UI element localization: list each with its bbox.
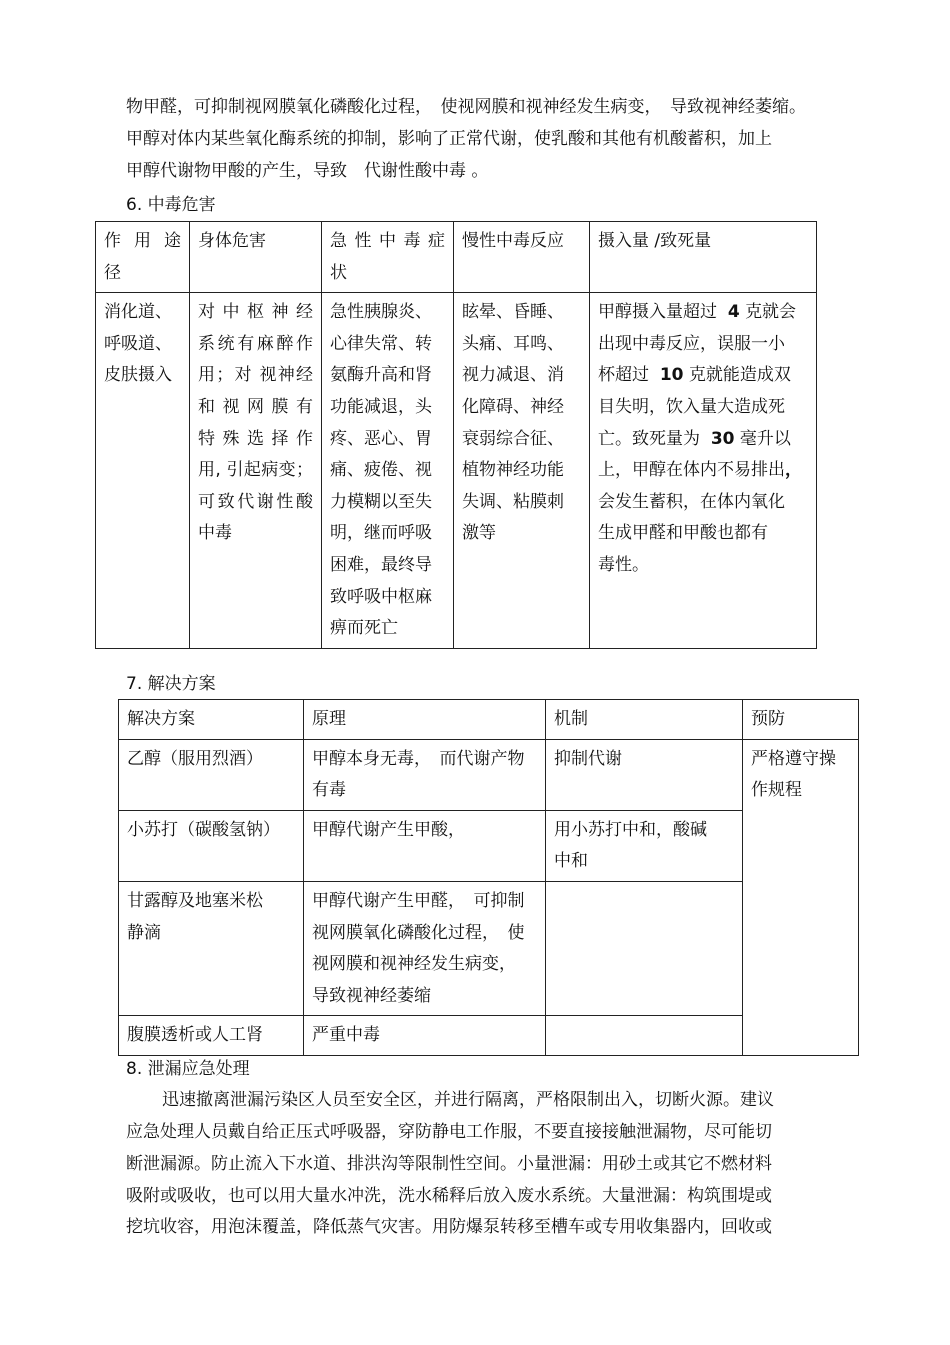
header-acute: 急 性 中 毒 症 状: [322, 222, 454, 293]
header-body-harm: 身体危害: [190, 222, 322, 293]
cell-dose: 甲醇摄入量超过 4 克就会 出现中毒反应，误服一小 杯超过 10 克就能造成双 目失明，饮入量大造成死 亡。致死量为 30 毫升以 上，甲醇在体内不易排出， 会发生蓄积，在体内氧化 生成甲醛和甲酸也都有 毒性。: [590, 293, 817, 649]
dose-number: 30: [710, 428, 735, 449]
intro-line: 甲醇对体内某些氧化酶系统的抑制，影响了正常代谢，使乳酸和其他有机酸蓄积，加上: [126, 129, 772, 149]
solution-table: [118, 699, 859, 1056]
cell-principle: 甲醇代谢产生甲酸，: [304, 810, 546, 881]
cell-principle: 甲醇本身无毒， 而代谢产物 有毒: [304, 739, 546, 810]
table-header-row: [96, 222, 817, 293]
cell-mechanism: [546, 1016, 743, 1056]
cell-principle: 严重中毒: [304, 1016, 546, 1056]
dose-number: 4: [727, 302, 740, 323]
cell-plan: 甘露醇及地塞米松 静滴: [119, 881, 304, 1015]
paragraph-line: 断泄漏源。防止流入下水道、排洪沟等限制性空间。小量泄漏：用砂土或其它不燃材料: [126, 1154, 772, 1174]
cell-prevention: 严格遵守操 作规程: [743, 739, 859, 1055]
dose-number: 10: [659, 365, 684, 386]
cell-principle: 甲醇代谢产生甲醛， 可抑制 视网膜氧化磷酸化过程， 使 视网膜和视神经发生病变， 导致视神经萎缩: [304, 881, 546, 1015]
paragraph-line: 应急处理人员戴自给正压式呼吸器，穿防静电工作服，不要直接接触泄漏物，尽可能切: [126, 1122, 772, 1142]
cell-chronic: 眩晕、昏睡、 头痛、耳鸣、 视力减退、消 化障碍、神经 衰弱综合征、 植物神经功能 失调、粘膜刺 激等: [454, 293, 590, 649]
section-6-heading: 6. 中毒危害: [126, 195, 216, 215]
cell-body-harm: 对 中 枢 神 经 系统有麻醉作 用；对 视神经 和 视 网 膜 有 特 殊 选 择 作 用, 引起病变； 可致代谢性酸 中毒: [190, 293, 322, 649]
header-plan: 解决方案: [119, 700, 304, 740]
poison-hazard-table: [95, 221, 817, 649]
cell-plan: 小苏打（碳酸氢钠）: [119, 810, 304, 881]
cell-plan: 乙醇（服用烈酒）: [119, 739, 304, 810]
section-7-heading: 7. 解决方案: [126, 674, 216, 694]
table-row: [119, 739, 859, 810]
header-prevention: 预防: [743, 700, 859, 740]
header-dose: 摄入量 /致死量: [590, 222, 817, 293]
cell-mechanism: [546, 881, 743, 1015]
cell-mechanism: 用小苏打中和，酸碱 中和: [546, 810, 743, 881]
cell-plan: 腹膜透析或人工肾: [119, 1016, 304, 1056]
table-row: [96, 293, 817, 649]
paragraph-line: 挖坑收容，用泡沫覆盖，降低蒸气灾害。用防爆泵转移至槽车或专用收集器内，回收或: [126, 1217, 772, 1237]
paragraph-line: 吸附或吸收，也可以用大量水冲洗，洗水稀释后放入废水系统。大量泄漏：构筑围堤或: [126, 1186, 772, 1206]
header-route: 作 用 途 径: [96, 222, 190, 293]
header-chronic: 慢性中毒反应: [454, 222, 590, 293]
intro-line: 物甲醛，可抑制视网膜氧化磷酸化过程， 使视网膜和视神经发生病变， 导致视神经萎缩。: [126, 97, 806, 117]
header-mechanism: 机制: [546, 700, 743, 740]
header-principle: 原理: [304, 700, 546, 740]
paragraph-line: 迅速撤离泄漏污染区人员至安全区，并进行隔离，严格限制出入，切断火源。建议: [162, 1090, 774, 1110]
section-8-heading: 8. 泄漏应急处理: [126, 1059, 250, 1079]
intro-line: 甲醇代谢物甲酸的产生，导致 代谢性酸中毒 。: [126, 161, 489, 181]
cell-mechanism: 抑制代谢: [546, 739, 743, 810]
table-header-row: [119, 700, 859, 740]
cell-route: 消化道、 呼吸道、 皮肤摄入: [96, 293, 190, 649]
cell-acute: 急性胰腺炎、 心律失常、转 氨酶升高和肾 功能减退，头 疼、恶心、胃 痛、疲倦、视 力模糊以至失 明，继而呼吸 困难，最终导 致呼吸中枢麻 痹而死亡: [322, 293, 454, 649]
